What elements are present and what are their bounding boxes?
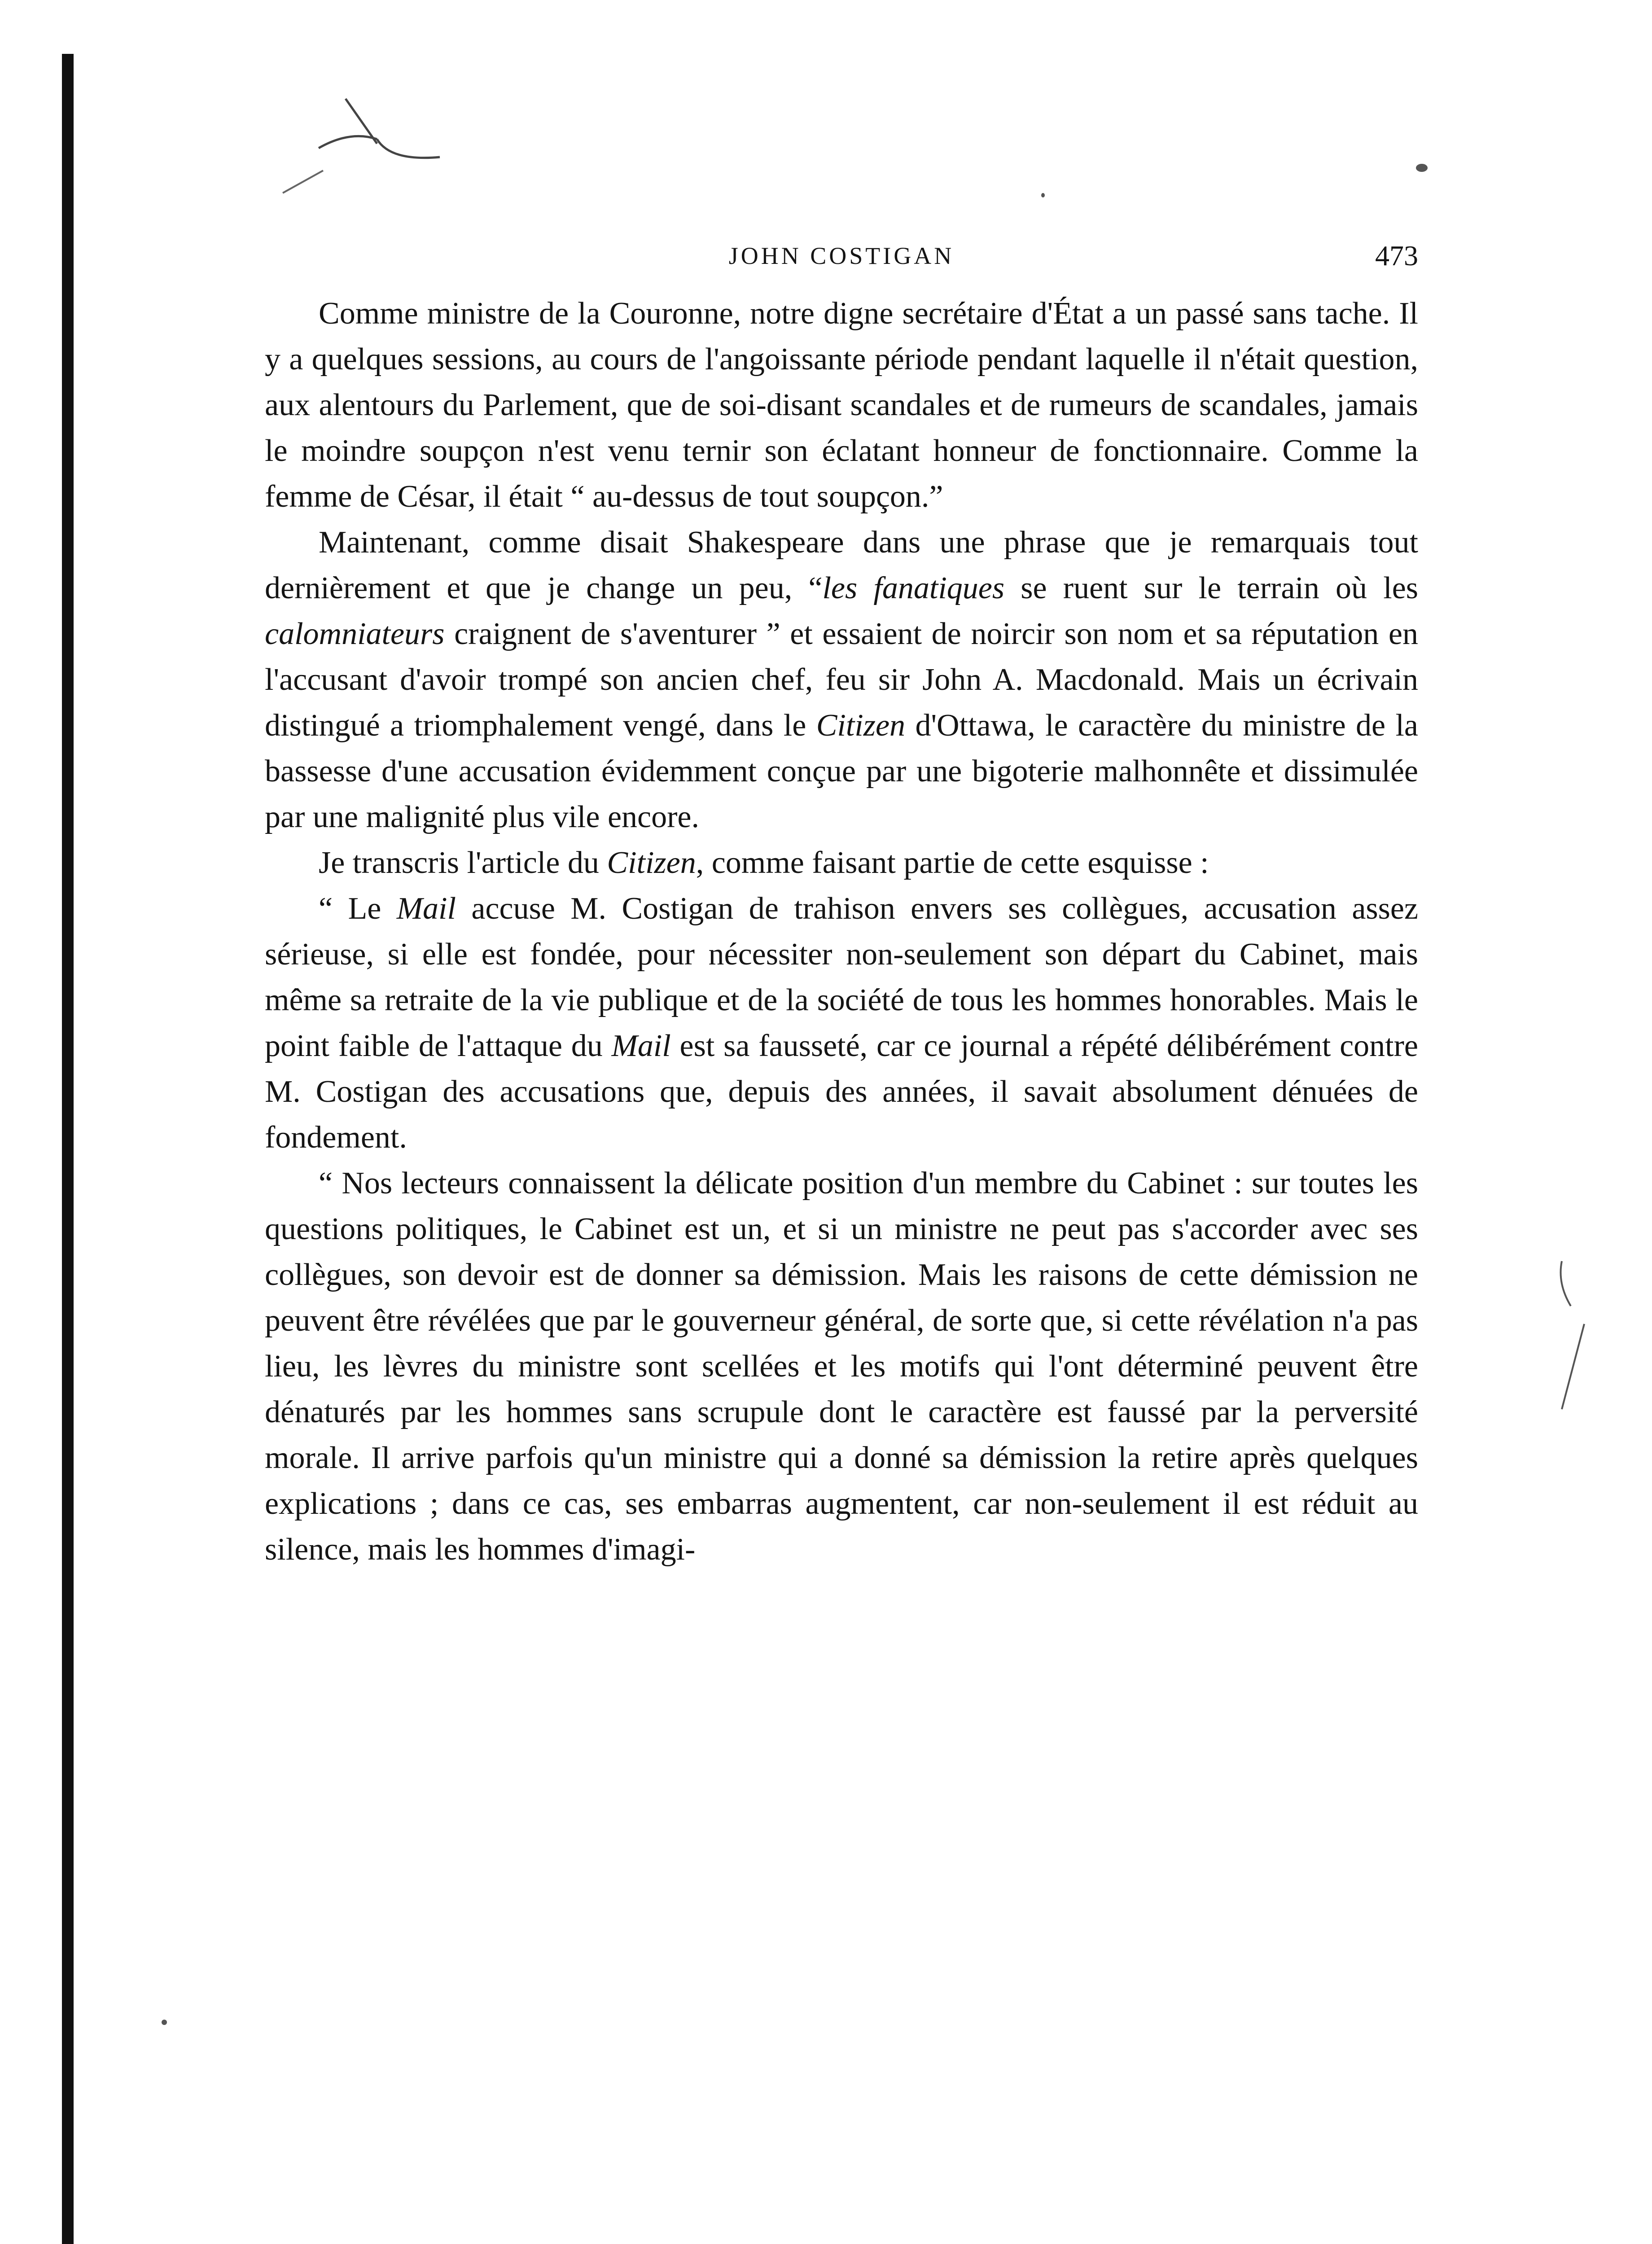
paragraph-4-text: accuse M. Costigan de trahison envers ses collègues, accusation assez sérieuse, si elle est fondée, pour nécessiter non-seulement son départ du Cabinet, mais même sa retraite de la vie publique et de la société de tous les hommes honorables. Mais le point faible de l'attaque du — [265, 891, 1419, 1063]
page-binding-edge — [62, 54, 74, 2244]
italic-word: calomniateurs — [265, 617, 445, 651]
paragraph-4 — [265, 886, 1418, 1161]
paragraph-4-text: est sa fausseté, car ce journal a répété délibérément contre M. Costigan des accusations que, depuis des années, il savait absolument dénuées de fondement. — [265, 1029, 1418, 1155]
page-body — [265, 291, 1418, 1573]
ink-speck — [1416, 164, 1428, 172]
paragraph-2-text: se ruent sur le terrain où les — [1004, 571, 1419, 605]
paragraph-2-text: d'Ottawa, le caractère du ministre de la bassesse d'une accusation évidemment conçue par une bigoterie malhonnête et dissimulée par une malignité plus vile encore. — [265, 708, 1418, 834]
italic-newspaper-name: Mail — [611, 1029, 671, 1063]
page-header — [265, 233, 1418, 278]
page-number: 473 — [1375, 240, 1418, 272]
ink-speck — [162, 2020, 167, 2025]
paragraph-3-text: Je transcris l'article du — [319, 846, 607, 880]
paragraph-5: “ Nos lecteurs connaissent la délicate position d'un membre du Cabinet : sur toutes les questions politiques, le Cabinet est un, et si un ministre ne peut pas s'accorder avec ses collègues, son devoir est de donner sa démission. Mais les raisons de cette démission ne peuvent être révélées que par le gouverneur général, de sorte que, si cette révélation n'a pas lieu, les lèvres du ministre sont scellées et les motifs qui l'ont déterminé peuvent être dénaturés par les hommes sans scrupule dont le caractère est faussé par la perversité morale. Il arrive parfois qu'un ministre qui a donné sa démission la retire après quelques explications ; dans ce cas, ses embarras augmentent, car non-seulement il est réduit au silence, mais les hommes d'imagi- — [265, 1166, 1418, 1567]
paragraph-2 — [265, 520, 1418, 840]
italic-newspaper-name: Mail — [396, 891, 456, 926]
ink-speck — [1041, 193, 1045, 197]
running-head: JOHN COSTIGAN — [728, 242, 955, 269]
paragraph-2-text: craignent de s'aventurer ” et essaient de noircir son nom et sa réputation en l'accusant d'avoir trompé son ancien chef, feu sir John A. Macdonald. Mais un écrivain distingué a triomphalement vengé, dans le — [265, 617, 1418, 743]
margin-pencil-mark — [1553, 1257, 1607, 1418]
paragraph-1: Comme ministre de la Couronne, notre digne secrétaire d'État a un passé sans tache. Il y a quelques sessions, au cours de l'angoissante période pendant laquelle il n'était question, aux alentours du Parlement, que de soi-disant scandales et de rumeurs de scandales, jamais le moindre soupçon n'est venu ternir son éclatant honneur de fonctionnaire. Comme la femme de César, il était “ au-dessus de tout soupçon.” — [265, 296, 1418, 514]
paragraph-3-text: , comme faisant partie de cette esquisse : — [696, 846, 1209, 880]
paragraph-4-text: “ Le — [319, 891, 397, 926]
paragraph-3 — [265, 840, 1418, 886]
paragraph-2-text: Maintenant, comme disait Shakespeare dans une phrase que je remarquais tout dernièrement et que je change un peu, “ — [265, 525, 1418, 605]
italic-newspaper-name: Citizen — [607, 846, 696, 880]
italic-newspaper-name: Citizen — [816, 708, 906, 743]
pencil-mark — [269, 90, 458, 197]
italic-phrase: les fanatiques — [822, 571, 1005, 605]
